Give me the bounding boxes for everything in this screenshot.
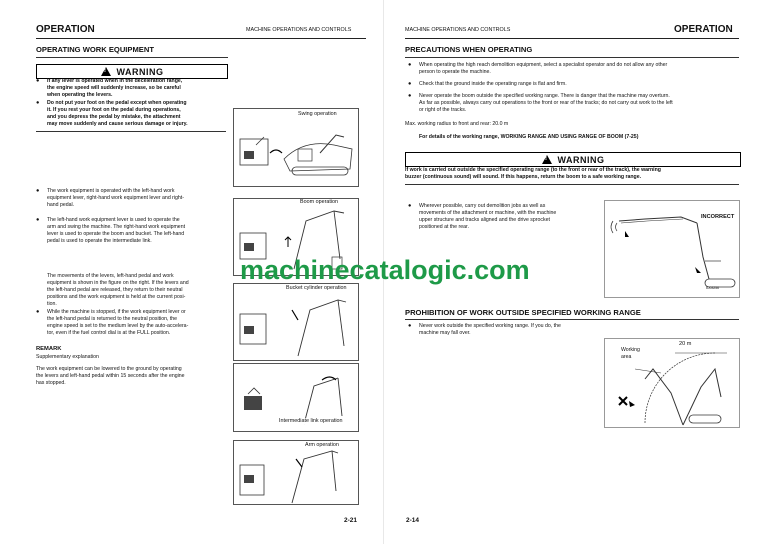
right-header-subtitle: MACHINE OPERATIONS AND CONTROLS — [405, 27, 511, 33]
prohibition-title: PROHIBITION OF WORK OUTSIDE SPECIFIED WORKING RANGE — [405, 308, 641, 317]
bullet-icon: ● — [36, 78, 40, 84]
right-item-1: When operating the high reach demolition equipment, select a specialist operator and do not allow any other person to operate the machine. — [419, 62, 668, 76]
bucket-figure-label: Bucket cylinder operation — [286, 285, 347, 291]
right-details-reference: For details of the working range, WORKING RANGE AND USING RANGE OF BOOM (7-25) — [419, 134, 639, 140]
distance-label: 20 m — [679, 341, 692, 347]
incorrect-label: INCORRECT — [701, 214, 735, 220]
left-body-item-2: The left-hand work equipment lever is used to operate the arm and swing the machine. The right-hand work equipment lever is used to operate the boom and bucket. The left-hand pedal is used to operate the intermediate link. — [47, 217, 186, 245]
left-section-underline — [36, 57, 228, 58]
bullet-icon: ● — [36, 100, 40, 106]
working-area-label: Working area — [621, 347, 640, 361]
arm-figure-label: Arm operation — [305, 442, 339, 448]
prohibition-item: Never work outside the specified working range. If you do, the machine may fall over. — [419, 323, 561, 337]
warning-triangle-icon — [101, 67, 111, 76]
right-section-underline — [405, 57, 739, 58]
right-warning-label: WARNING — [557, 154, 605, 165]
bullet-icon: ● — [36, 309, 40, 315]
swing-illustration — [234, 109, 358, 186]
bullet-icon: ● — [36, 188, 40, 194]
arm-figure — [233, 440, 359, 505]
swing-figure-label: Swing operation — [298, 111, 337, 117]
right-warning-end-rule — [405, 184, 739, 185]
left-movements-paragraph: The movements of the levers, left-hand pedal and work equipment is shown in the figure on the right. If the levers and the left-hand pedal are released, they return to their neutral positions and the work equipment is held at the current posi- tion. — [47, 273, 189, 308]
left-remark-text: The work equipment can be lowered to the ground by operating the levers and left-hand pedal within 15 seconds after the engine has stopped. — [36, 366, 185, 387]
left-warning-end-rule — [36, 131, 226, 132]
left-remark-sub: Supplementary explanation — [36, 354, 99, 360]
bullet-icon: ● — [36, 217, 40, 223]
incorrect-figure-code: 6J03256 — [706, 286, 720, 290]
right-max-radius: Max. working radius to front and rear: 20.0 m — [405, 121, 509, 127]
bullet-icon: ● — [408, 62, 412, 68]
link-figure-label: Intermediate link operation — [279, 418, 343, 424]
right-header-rule — [405, 38, 739, 39]
watermark-text: machinecatalogic.com — [240, 255, 530, 285]
left-warning-label: WARNING — [116, 66, 164, 77]
left-header-title: OPERATION — [36, 24, 95, 35]
left-warning-item-2: Do not put your foot on the pedal except when operating it. If you rest your foot on the pedal during operations, and you depress the pedal by mistake, the attachment may move suddenly and cause serious damage or injury. — [47, 100, 188, 128]
right-header-title: OPERATION — [674, 24, 733, 35]
swing-figure — [233, 108, 359, 187]
right-warning-box — [405, 152, 741, 167]
right-item-3: Never operate the boom outside the specified working range. There is danger that the machine may overturn. As far as possible, always carry out operations to the front or rear of the tracks; do not carry out work to the left or right of the tracks. — [419, 93, 673, 114]
left-remark-title: REMARK — [36, 346, 62, 352]
boom-figure-label: Boom operation — [300, 199, 339, 205]
right-demolition-item: Wherever possible, carry out demolition jobs as well as movements of the attachment or machine, with the machine upper structure and tracks aligned and the drive sprocket positioned at the rear. — [419, 203, 557, 231]
left-warning-box — [36, 64, 228, 79]
left-header-subtitle: MACHINE OPERATIONS AND CONTROLS — [246, 27, 352, 33]
bullet-icon: ● — [408, 203, 412, 209]
left-warning-item-1: If any lever is operated when in the deceleration range, the engine speed will suddenly increase, so be careful when operating the levers. — [47, 78, 183, 99]
warning-triangle-icon — [542, 155, 552, 164]
left-header-rule — [36, 38, 366, 39]
bullet-icon: ● — [408, 323, 412, 329]
arm-illustration — [234, 441, 358, 504]
right-section-title: PRECAUTIONS WHEN OPERATING — [405, 45, 533, 54]
right-item-2: Check that the ground inside the operating range is flat and firm. — [419, 81, 567, 87]
bucket-figure — [233, 283, 359, 361]
bullet-icon: ● — [408, 93, 412, 99]
left-body-item-1: The work equipment is operated with the left-hand work equipment lever, right-hand work equipment lever and right- hand pedal. — [47, 188, 184, 209]
right-warning-text: If work is carried out outside the specified operating range (to the front or rear of the track), the warning buzzer (continuous sound) will sound. If this happens, return the boom to a safe working range. — [405, 167, 661, 181]
left-page-number: 2-21 — [344, 517, 358, 524]
prohibition-underline — [405, 319, 739, 320]
right-page-number: 2-14 — [406, 517, 420, 524]
left-section-title: OPERATING WORK EQUIPMENT — [36, 45, 154, 54]
bullet-icon: ● — [408, 81, 412, 87]
left-stop-item: While the machine is stopped, if the work equipment lever or the left-hand pedal is returned to the neutral position, the engine speed is set to the medium level by the auto-accelera- tor, even if the fuel control dial is at the FULL position. — [47, 309, 189, 337]
bucket-illustration — [234, 284, 358, 360]
